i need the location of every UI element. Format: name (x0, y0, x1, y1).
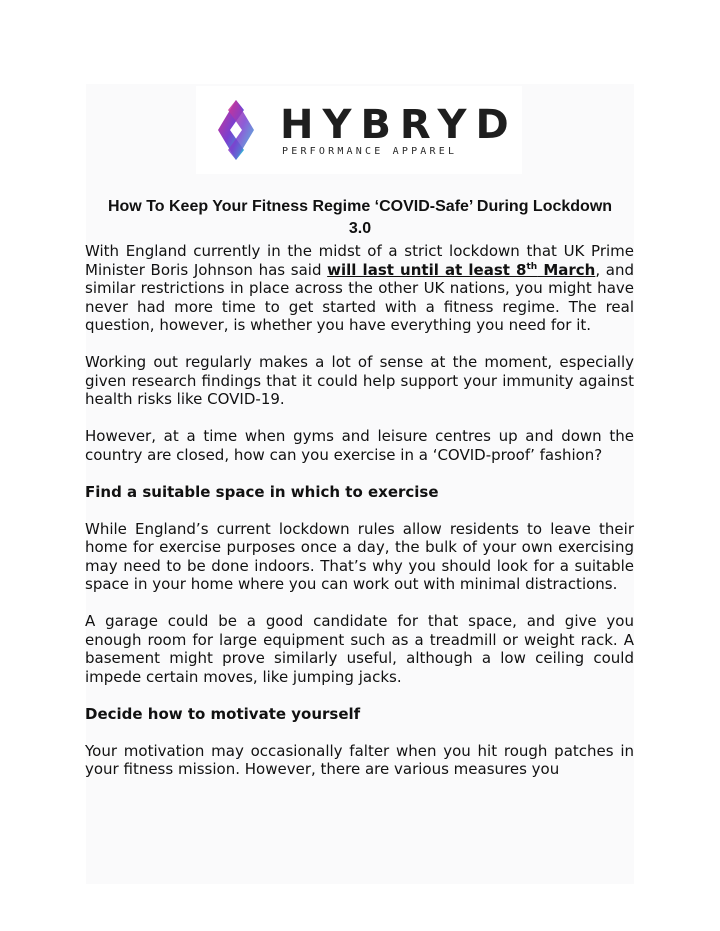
paragraph: Your motivation may occasionally falter when you hit rough patches in your fitness mission. However, there are various measures you (85, 741, 634, 778)
article-title: How To Keep Your Fitness Regime ‘COVID-Safe’ During Lockdown 3.0 (107, 198, 613, 237)
paragraph (85, 242, 634, 335)
logo-mark-icon (196, 86, 276, 174)
paragraph: However, at a time when gyms and leisure centres up and down the country are closed, how can you exercise in a ‘COVID-proof’ fashion? (85, 427, 634, 464)
section-heading: Decide how to motivate yourself (85, 704, 361, 723)
paragraph: Working out regularly makes a lot of sense at the moment, especially given research findings that it could help support your immunity against health risks like COVID-19. (85, 353, 634, 408)
paragraph: While England’s current lockdown rules allow residents to leave their home for exercise purposes once a day, the bulk of your own exercising may need to be done indoors. That’s why you should look for a suitable space in your home where you can work out with minimal distractions. (85, 519, 634, 593)
paragraph: A garage could be a good candidate for that space, and give you enough room for large equipment such as a treadmill or weight rack. A basement might prove similarly useful, although a low ceiling could impede certain moves, like jumping jacks. (85, 612, 634, 686)
section-heading: Find a suitable space in which to exercise (85, 482, 439, 501)
paragraph-text: With England currently in the midst of a strict lockdown that UK Prime Minister Boris Johnson has said (85, 242, 634, 279)
article-body (85, 242, 634, 797)
paragraph-text: , and similar restrictions in place across the other UK nations, you might have never had more time to get started with a fitness regime. The real question, however, is whether you have everything you need for it. (85, 260, 634, 334)
hybryd-logo (196, 86, 522, 174)
logo-wordmark: HYBRYD (280, 102, 518, 148)
logo-tagline: PERFORMANCE APPAREL (282, 146, 458, 157)
lockdown-end-link[interactable]: will last until at least 8th March (327, 260, 596, 279)
